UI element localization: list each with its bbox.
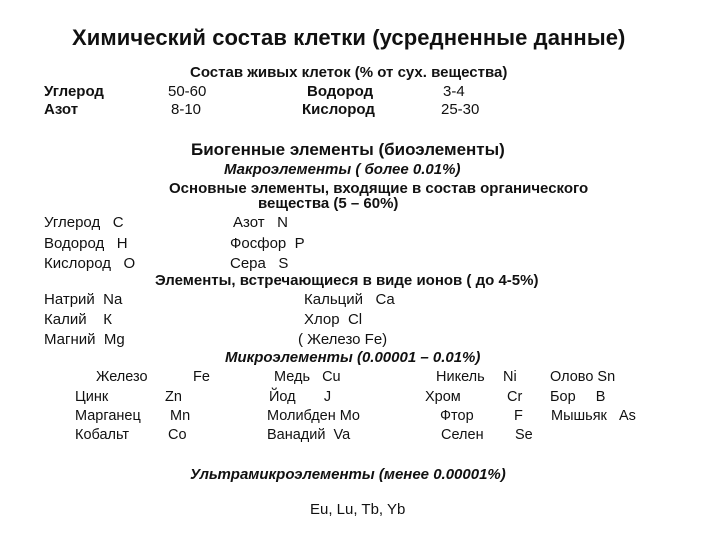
hydrogen-label: Водород xyxy=(307,83,374,100)
micro-iodine: Йод J xyxy=(269,389,332,405)
micro-fluorine-symbol: F xyxy=(514,408,523,424)
organic-heading-line1: Основные элементы, входящие в состав органического xyxy=(169,180,589,197)
carbon-value: 50-60 xyxy=(168,83,207,100)
carbon-label: Углерод xyxy=(44,83,104,100)
micro-nickel-name: Никель xyxy=(436,369,485,385)
micro-zinc-symbol: Zn xyxy=(165,389,182,405)
micro-selenium-name: Селен xyxy=(441,427,484,443)
micro-chromium-symbol: Cr xyxy=(507,389,523,405)
organic-element-phosphorus: Фосфор Р xyxy=(230,235,305,252)
composition-heading: Состав живых клеток (% от сух. вещества) xyxy=(190,64,508,81)
micro-fluorine-name: Фтор xyxy=(440,408,474,424)
micro-chromium-name: Хром xyxy=(425,389,461,405)
organic-element-hydrogen: Водород Н xyxy=(44,235,128,252)
ion-calcium: Кальций Ca xyxy=(304,291,395,308)
micro-zinc-name: Цинк xyxy=(75,389,109,405)
micro-nickel-symbol: Ni xyxy=(503,369,517,385)
ion-chlorine: Хлор Cl xyxy=(304,311,363,328)
micro-iron-symbol: Fe xyxy=(193,369,210,385)
micro-copper: Медь Cu xyxy=(274,369,341,385)
micro-molybdenum: Молибден Mo xyxy=(267,408,360,424)
ion-potassium: Калий К xyxy=(44,311,112,328)
micro-cobalt-symbol: Co xyxy=(168,427,187,443)
micro-manganese-symbol: Mn xyxy=(170,408,191,424)
micro-selenium-symbol: Se xyxy=(515,427,533,443)
micro-boron: Бор B xyxy=(550,389,606,405)
nitrogen-value: 8-10 xyxy=(171,101,202,118)
micro-tin: Олово Sn xyxy=(550,369,616,385)
ion-iron: ( Железо Fe) xyxy=(298,331,388,348)
organic-element-carbon: Углерод С xyxy=(44,214,124,231)
ion-sodium: Натрий Na xyxy=(44,291,123,308)
oxygen-label: Кислород xyxy=(302,101,375,118)
macro-heading: Макроэлементы ( более 0.01%) xyxy=(224,161,461,178)
ions-heading: Элементы, встречающиеся в виде ионов ( до 4-5%) xyxy=(155,272,539,289)
micro-cobalt-name: Кобальт xyxy=(75,427,130,443)
nitrogen-label: Азот xyxy=(44,101,79,118)
micro-manganese-name: Марганец xyxy=(75,408,141,424)
hydrogen-value: 3-4 xyxy=(443,83,465,100)
organic-heading-line2: вещества (5 – 60%) xyxy=(258,195,399,212)
micro-iron-name: Железо xyxy=(96,369,148,385)
micro-arsenic: Мышьяк As xyxy=(551,408,636,424)
biogenic-heading: Биогенные элементы (биоэлементы) xyxy=(191,140,505,159)
organic-element-nitrogen: Азот N xyxy=(233,214,288,231)
ultra-heading: Ультрамикроэлементы (менее 0.00001%) xyxy=(190,466,506,483)
page-title: Химический состав клетки (усредненные данные) xyxy=(72,25,626,50)
organic-element-oxygen: Кислород О xyxy=(44,255,136,272)
organic-element-sulfur: Сера S xyxy=(230,255,289,272)
ion-magnesium: Магний Mg xyxy=(44,331,125,348)
micro-vanadium: Ванадий Va xyxy=(267,427,351,443)
oxygen-value: 25-30 xyxy=(441,101,480,118)
micro-heading: Микроэлементы (0.00001 – 0.01%) xyxy=(225,349,481,366)
ultra-elements: Eu, Lu, Tb, Yb xyxy=(310,501,406,518)
